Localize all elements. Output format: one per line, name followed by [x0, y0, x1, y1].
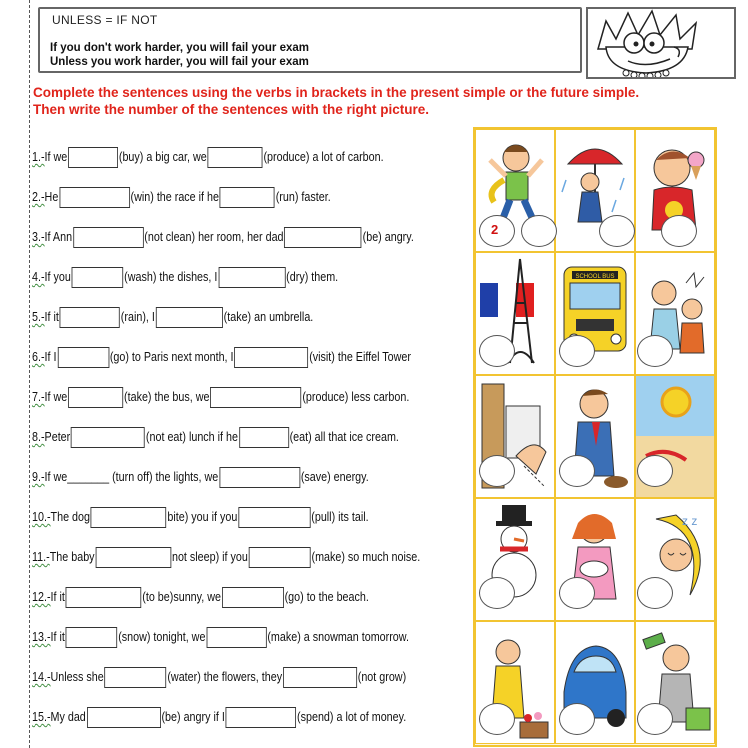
answer-blank-15a[interactable]	[87, 707, 161, 728]
answer-circle-r4c3[interactable]	[637, 577, 673, 609]
sentence-text-start: If I	[44, 350, 57, 364]
answer-blank-11a[interactable]	[95, 547, 171, 568]
sentence-3	[32, 226, 414, 248]
sentence-text-middle: _______ (turn off) the lights, we	[67, 470, 219, 484]
sentence-text-middle: (wash) the dishes, I	[124, 270, 218, 284]
answer-blank-4a[interactable]	[72, 267, 124, 288]
sentence-text-middle: (snow) tonight, we	[118, 630, 206, 644]
sentence-9	[32, 466, 369, 488]
sentence-number: 15.-	[32, 710, 51, 724]
sentence-text-middle: (not eat) lunch if he	[145, 430, 238, 444]
sentence-15	[32, 706, 406, 728]
sentence-text-start: If it	[50, 630, 65, 644]
rule-title: UNLESS = IF NOT	[52, 13, 158, 27]
sentence-text-start: If we	[44, 470, 68, 484]
answer-circle-r5c3[interactable]	[637, 703, 673, 735]
rule-example-unless: Unless you work harder, you will fail your exam	[50, 56, 309, 68]
answer-blank-9b[interactable]	[219, 467, 300, 488]
sentence-text-middle: (not clean) her room, her dad	[144, 230, 284, 244]
sentence-text-start: If it	[44, 310, 59, 324]
sentence-6	[32, 346, 411, 368]
sentence-number: 14.-	[32, 670, 51, 684]
sentence-text-middle: (be) angry if I	[161, 710, 225, 724]
sentence-text-start: The baby	[49, 550, 95, 564]
sentence-number: 3.-	[32, 230, 45, 244]
answer-blank-12b[interactable]	[222, 587, 284, 608]
answer-blank-1a[interactable]	[68, 147, 118, 168]
sentence-text-end: (spend) a lot of money.	[297, 710, 407, 724]
cartoon-face-icon	[588, 9, 734, 77]
sentence-1	[32, 146, 384, 168]
sentence-text-end: (save) energy.	[300, 470, 369, 484]
sentence-5	[32, 306, 313, 328]
sentence-text-start: Peter	[44, 430, 71, 444]
sentence-12	[32, 586, 369, 608]
answer-circle-r3c3[interactable]	[637, 455, 673, 487]
answer-circle-r2c3[interactable]	[637, 335, 673, 367]
sentence-text-end: (pull) its tail.	[311, 510, 369, 524]
sentence-text-middle: not sleep) if you	[171, 550, 248, 564]
sentence-number: 4.-	[32, 270, 45, 284]
sentence-number: 11.-	[32, 550, 50, 564]
sentence-11	[32, 546, 420, 568]
top-rule	[0, 0, 748, 4]
answer-circle-r1c4[interactable]	[661, 215, 697, 247]
sentence-number: 6.-	[32, 350, 45, 364]
answer-blank-5b[interactable]	[156, 307, 223, 328]
sentence-text-end: (dry) them.	[286, 270, 339, 284]
answer-circle-r1c3[interactable]	[599, 215, 635, 247]
answer-blank-4b[interactable]	[218, 267, 285, 288]
example-answer-number: 2	[491, 222, 499, 237]
sentence-7	[32, 386, 409, 408]
answer-blank-10b[interactable]	[238, 507, 310, 528]
sentence-number: 2.-	[32, 190, 45, 204]
answer-blank-8b[interactable]	[239, 427, 289, 448]
answer-blank-13b[interactable]	[206, 627, 266, 648]
sentence-text-start: If it	[50, 590, 65, 604]
sentence-text-middle: (rain), I	[120, 310, 155, 324]
sentence-text-end: (make) so much noise.	[311, 550, 421, 564]
cartoon-face-illustration	[586, 7, 736, 79]
answer-blank-7a[interactable]	[68, 387, 123, 408]
answer-circle-r5c2[interactable]	[559, 703, 595, 735]
answer-circle-r4c2[interactable]	[559, 577, 595, 609]
sentence-text-middle: (go) to Paris next month, I	[109, 350, 234, 364]
sentence-text-end: (visit) the Eiffel Tower	[309, 350, 411, 364]
answer-circle-r4c1[interactable]	[479, 577, 515, 609]
sentence-text-middle: (win) the race if he	[130, 190, 219, 204]
answer-circle-r2c2[interactable]	[559, 335, 595, 367]
answer-circle-r1c2[interactable]	[521, 215, 557, 247]
sentence-text-start: The dog	[50, 510, 90, 524]
sentence-number: 12.-	[32, 590, 51, 604]
sentence-number: 10.-	[32, 510, 51, 524]
answer-blank-2a[interactable]	[59, 187, 130, 208]
sentence-8	[32, 426, 399, 448]
sentence-number: 9.-	[32, 470, 45, 484]
sentence-text-middle: (take) the bus, we	[124, 390, 210, 404]
sentence-number: 1.-	[32, 150, 45, 164]
answer-blank-2b[interactable]	[220, 187, 275, 208]
sentence-text-start: If Ann	[44, 230, 73, 244]
answer-blank-6b[interactable]	[234, 347, 308, 368]
left-margin-line	[29, 0, 31, 748]
sentence-text-middle: (buy) a big car, we	[118, 150, 207, 164]
exercise-instructions: Complete the sentences using the verbs in brackets in the present simple or the future simple. Then write the number of the sentences with the right picture.	[33, 85, 640, 117]
sentence-text-end: (not grow)	[357, 670, 407, 684]
sentence-text-end: (take) an umbrella.	[223, 310, 314, 324]
sentence-text-middle: (water) the flowers, they	[167, 670, 283, 684]
svg-text:z z: z z	[682, 514, 698, 528]
sentence-text-end: (go) to the beach.	[284, 590, 369, 604]
sentence-text-start: Unless she	[50, 670, 104, 684]
sentence-number: 7.-	[32, 390, 45, 404]
sentence-text-end: (produce) a lot of carbon.	[263, 150, 384, 164]
sentence-text-middle: bite) you if you	[167, 510, 238, 524]
sentence-2	[32, 186, 331, 208]
sentence-text-start: He	[44, 190, 59, 204]
answer-circle-r3c1[interactable]	[479, 455, 515, 487]
sentence-text-middle: (to be)sunny, we	[142, 590, 221, 604]
sentence-text-end: (eat) all that ice cream.	[289, 430, 399, 444]
answer-circle-r3c2[interactable]	[559, 455, 595, 487]
answer-blank-3b[interactable]	[284, 227, 361, 248]
sentence-number: 5.-	[32, 310, 45, 324]
answer-blank-6a[interactable]	[57, 347, 109, 368]
answer-blank-7b[interactable]	[210, 387, 301, 408]
answer-blank-14a[interactable]	[105, 667, 167, 688]
picture-grid	[473, 127, 717, 747]
answer-blank-10a[interactable]	[91, 507, 167, 528]
answer-blank-1b[interactable]	[208, 147, 263, 168]
answer-blank-13a[interactable]	[66, 627, 118, 648]
answer-blank-3a[interactable]	[73, 227, 144, 248]
sentence-text-start: My dad	[50, 710, 86, 724]
sentence-text-start: If we	[44, 390, 68, 404]
rule-example-if: If you don't work harder, you will fail your exam	[50, 42, 309, 54]
sentence-number: 13.-	[32, 630, 51, 644]
answer-blank-5a[interactable]	[60, 307, 120, 328]
answer-circle-r2c1[interactable]	[479, 335, 515, 367]
sentence-14	[32, 666, 406, 688]
sentence-text-end: (run) faster.	[275, 190, 331, 204]
sentence-4	[32, 266, 338, 288]
svg-text:SCHOOL BUS: SCHOOL BUS	[575, 274, 615, 280]
sentence-text-end: (produce) less carbon.	[302, 390, 410, 404]
sentence-text-start: If we	[44, 150, 68, 164]
answer-blank-8a[interactable]	[71, 427, 145, 448]
grammar-rule-box	[38, 7, 582, 73]
sentence-text-start: If you	[44, 270, 71, 284]
answer-blank-11b[interactable]	[249, 547, 311, 568]
sentence-10	[32, 506, 369, 528]
sentence-text-end: (make) a snowman tomorrow.	[267, 630, 409, 644]
answer-blank-12a[interactable]	[66, 587, 142, 608]
answer-blank-15b[interactable]	[226, 707, 297, 728]
sentence-13	[32, 626, 409, 648]
answer-blank-14b[interactable]	[283, 667, 357, 688]
sentence-text-end: (be) angry.	[362, 230, 414, 244]
sentence-number: 8.-	[32, 430, 45, 444]
answer-circle-r5c1[interactable]	[479, 703, 515, 735]
